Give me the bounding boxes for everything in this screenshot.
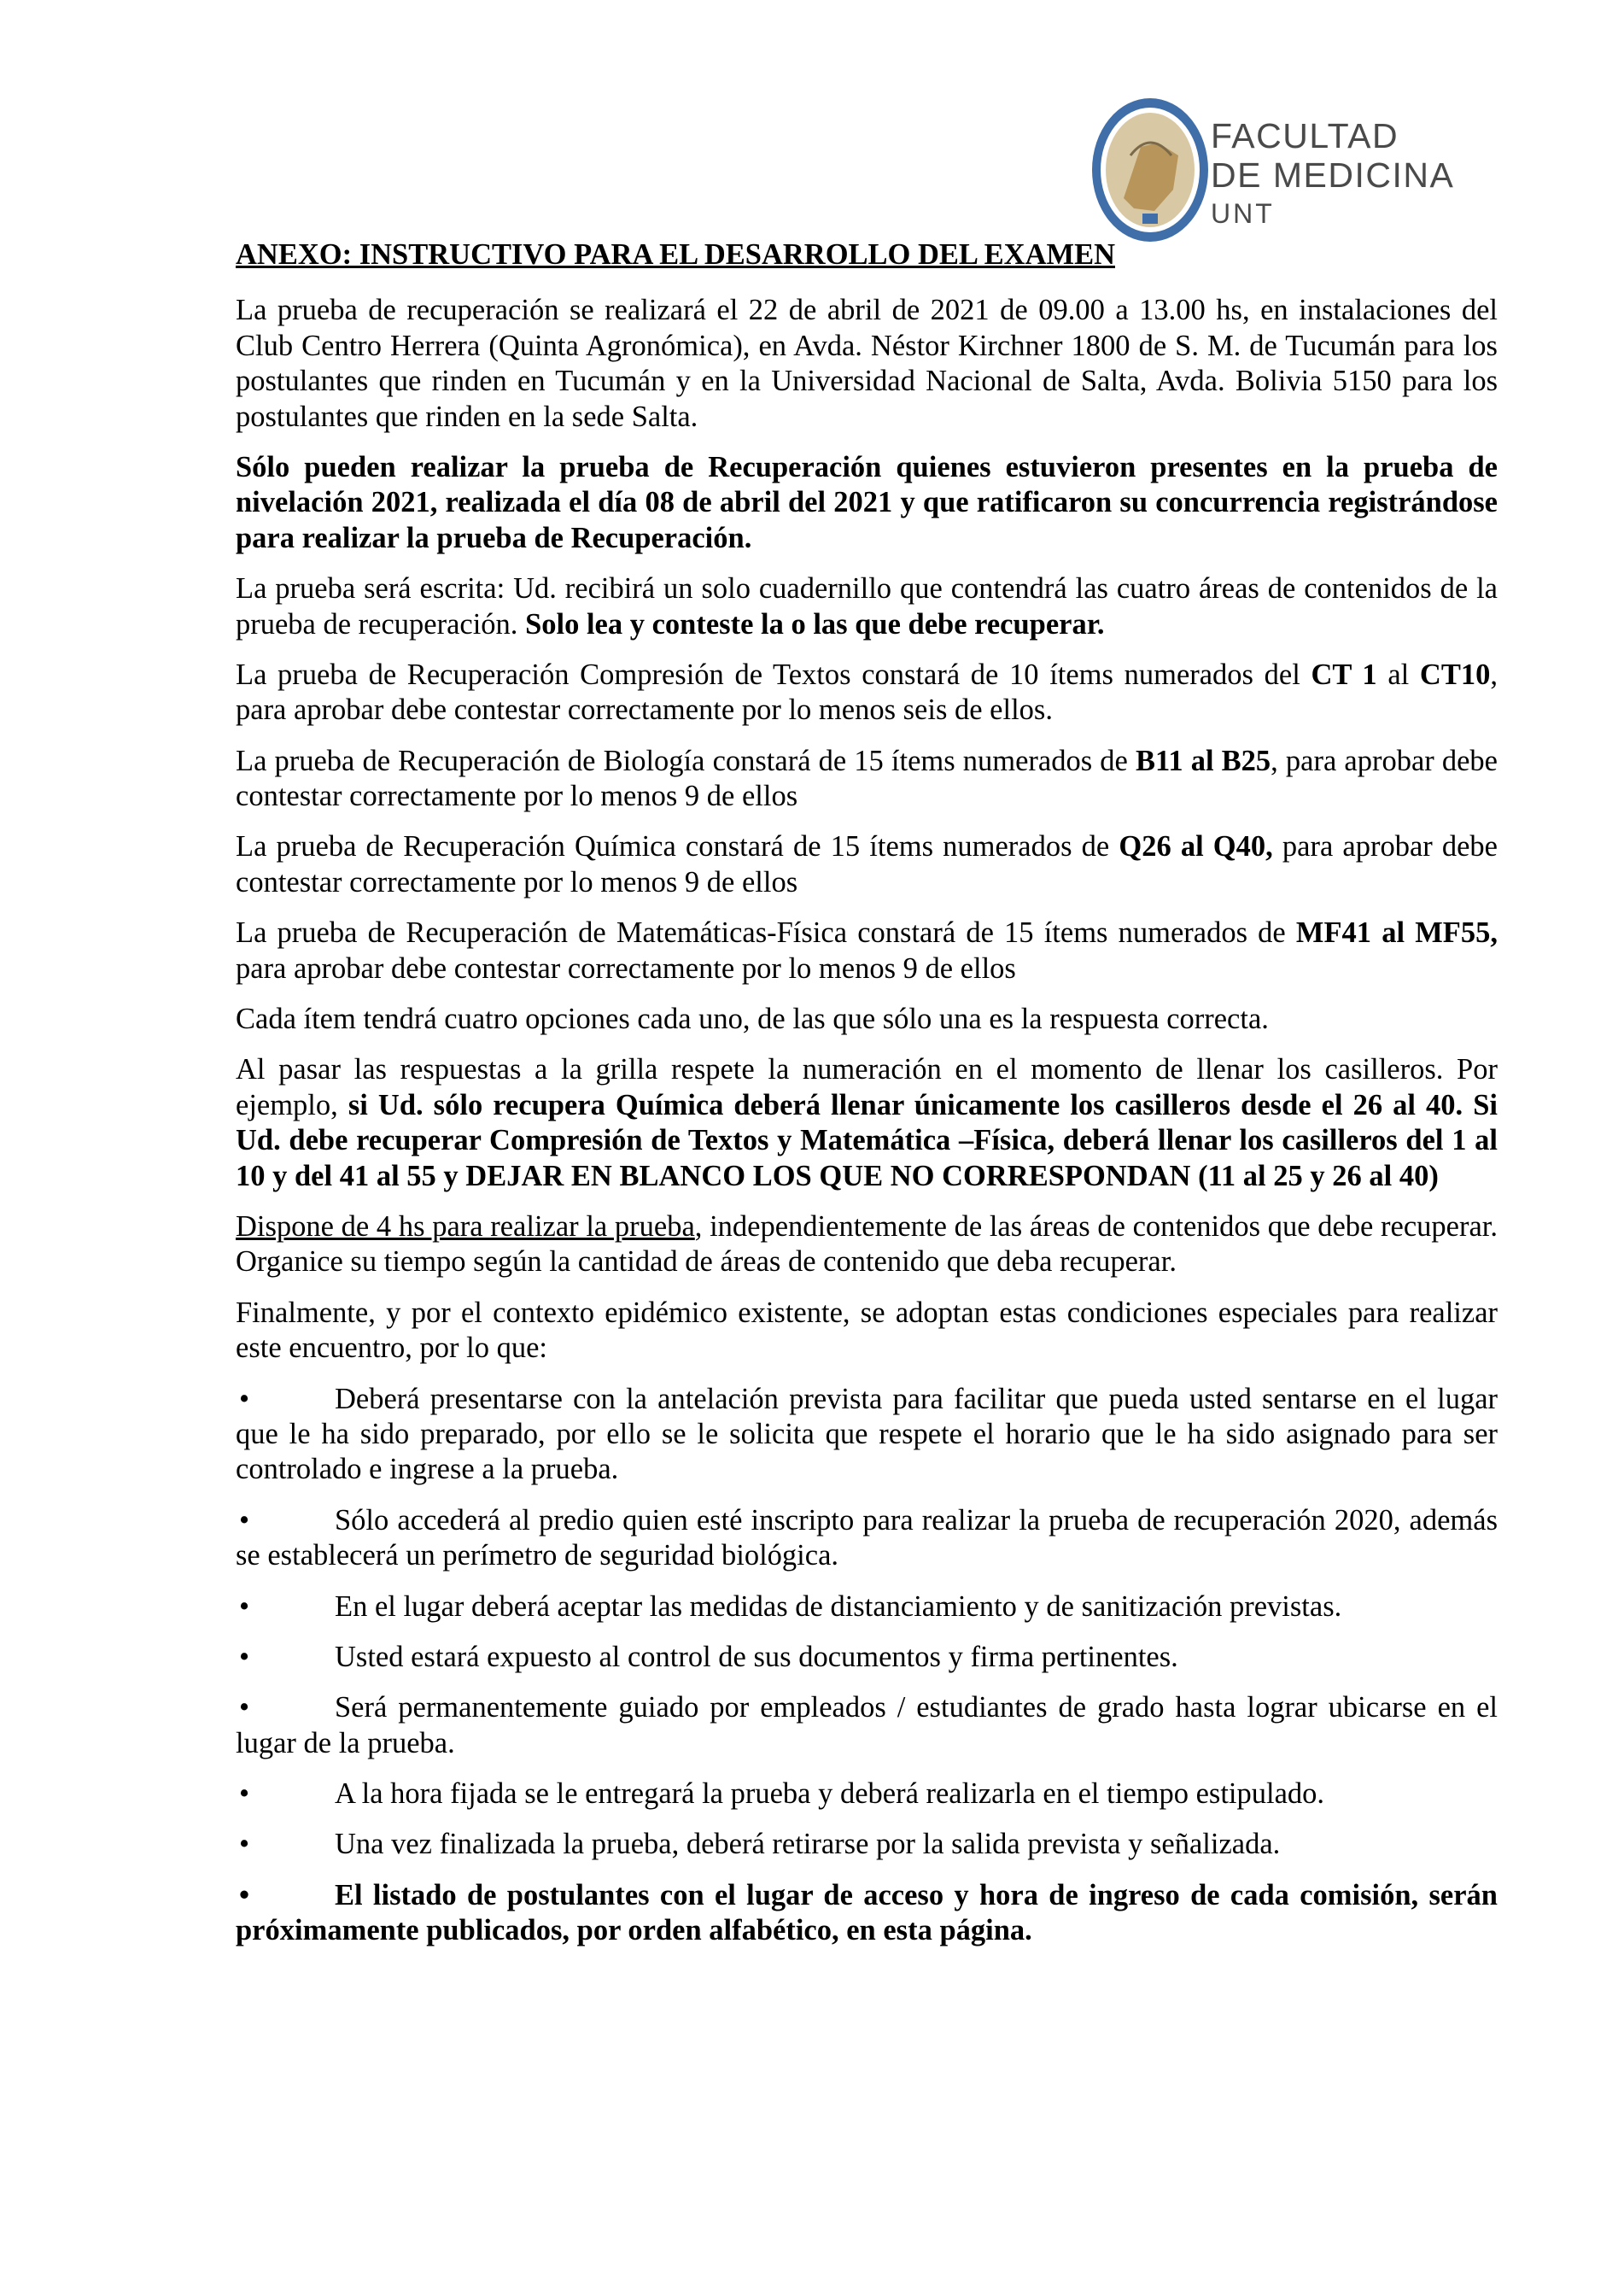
text-run-bold: si Ud. sólo recupera Química deberá llenar únicamente los casilleros desde el 26 al 40. Si Ud. debe recuperar Compresión de Textos y Matemática –Física, deberá llenar los casilleros del 1 al 10 y del 41 al 55 y DEJAR EN BLANCO LOS QUE NO CORRESPONDAN (11 al 25 y 26 al 40)	[236, 1088, 1498, 1192]
text-run: , independientemente de las áreas de contenidos que debe recuperar. Organice su tiempo según la cantidad de áreas de contenido que deba recuperar.	[236, 1209, 1498, 1279]
list-item	[236, 1827, 1498, 1862]
text-run-bold: Solo lea y conteste la o las que debe recuperar.	[525, 607, 1105, 641]
bullet-icon: •	[239, 1878, 250, 1911]
bullet-icon: •	[239, 1777, 250, 1811]
list-item-text: Usted estará expuesto al control de sus documentos y firma pertinentes.	[335, 1640, 1178, 1673]
text-run: , para aprobar debe contestar correctamente por lo menos 9 de ellos	[236, 744, 1498, 813]
paragraph-exam-date-location: La prueba de recuperación se realizará el 22 de abril de 2021 de 09.00 a 13.00 hs, en instalaciones del Club Centro Herrera (Quinta Agronómica), en Avda. Néstor Kirchner 1800 de S. M. de Tucumán para los postulantes que rinden en Tucumán y en la Universidad Nacional de Salta, Avda. Bolivia 5150 para los postulantes que rinden en la sede Salta.	[236, 294, 1498, 433]
logo-line-unt: UNT	[1211, 198, 1275, 229]
paragraph-chemistry-section	[236, 829, 1498, 900]
text-run: La prueba de Recuperación de Matemáticas-Física constará de 15 ítems numerados de	[236, 916, 1296, 950]
text-run-bold: B11 al B25	[1135, 744, 1271, 777]
list-item	[236, 1589, 1498, 1624]
document-body	[236, 237, 1498, 1964]
list-item-text: Deberá presentarse con la antelación prevista para facilitar que pueda usted sentarse en el lugar que le ha sido preparado, por ello se le solicita que respete el horario que le ha sido asignado para ser controlado e ingrese a la prueba.	[236, 1382, 1498, 1486]
bullet-icon: •	[239, 1382, 250, 1415]
paragraph-answer-grid	[236, 1052, 1498, 1194]
logo-line-de-medicina: DE MEDICINA	[1211, 155, 1455, 195]
list-item-text: Será permanentemente guiado por empleados / estudiantes de grado hasta lograr ubicarse en el lugar de la prueba.	[236, 1691, 1498, 1759]
list-item-text: A la hora fijada se le entregará la prueba y deberá realizarla en el tiempo estipulado.	[335, 1777, 1325, 1811]
list-item	[236, 1690, 1498, 1761]
paragraph-options: Cada ítem tendrá cuatro opciones cada uno, de las que sólo una es la respuesta correcta.	[236, 1003, 1269, 1036]
text-run: al	[1376, 658, 1420, 691]
paragraph-special-conditions: Finalmente, y por el contexto epidémico existente, se adoptan estas condiciones especiales para realizar este encuentro, por lo que:	[236, 1296, 1498, 1365]
document-title: ANEXO: INSTRUCTIVO PARA EL DESARROLLO DEL EXAMEN	[236, 238, 1115, 271]
text-run: La prueba de Recuperación Química constará de 15 ítems numerados de	[236, 830, 1119, 863]
list-item-text: Una vez finalizada la prueba, deberá retirarse por la salida prevista y señalizada.	[335, 1828, 1281, 1861]
list-item	[236, 1503, 1498, 1574]
text-run: La prueba de Recuperación de Biología constará de 15 ítems numerados de	[236, 744, 1136, 777]
paragraph-texts-section	[236, 658, 1498, 729]
paragraph-math-physics-section	[236, 916, 1498, 986]
text-run: La prueba de Recuperación Compresión de Textos constará de 10 ítems numerados del	[236, 658, 1311, 691]
list-item	[236, 1640, 1498, 1675]
list-item	[236, 1382, 1498, 1488]
logo-line-facultad: FACULTAD	[1211, 116, 1399, 155]
paragraph-eligibility: Sólo pueden realizar la prueba de Recuperación quienes estuvieron presentes en la prueba de nivelación 2021, realizada el día 08 de abril del 2021 y que ratificaron su concurrencia registrándose para realizar la prueba de Recuperación.	[236, 450, 1498, 554]
bullet-icon: •	[239, 1589, 250, 1623]
faculty-seal-icon	[1089, 96, 1211, 244]
list-item-text: El listado de postulantes con el lugar de acceso y hora de ingreso de cada comisión, serán próximamente publicados, por orden alfabético, en esta página.	[236, 1878, 1498, 1947]
list-item	[236, 1878, 1498, 1949]
list-item	[236, 1777, 1498, 1812]
text-run-bold: CT 1	[1311, 658, 1377, 691]
text-run-bold: MF41 al MF55,	[1295, 916, 1498, 950]
bullet-icon: •	[239, 1828, 250, 1861]
text-run: para aprobar debe contestar correctamente por lo menos 9 de ellos	[236, 830, 1498, 899]
paragraph-biology-section	[236, 744, 1498, 815]
text-run: La prueba será escrita: Ud. recibirá un solo cuadernillo que contendrá las cuatro áreas de contenidos de la prueba de recuperación.	[236, 572, 1498, 641]
text-run: , para aprobar debe contestar correctamente por lo menos seis de ellos.	[236, 658, 1498, 727]
bullet-icon: •	[239, 1691, 250, 1724]
text-run-bold: Q26 al Q40,	[1119, 830, 1273, 863]
list-item-text: En el lugar deberá aceptar las medidas de distanciamiento y de sanitización previstas.	[335, 1589, 1342, 1623]
paragraph-written-exam	[236, 571, 1498, 642]
text-run: Al pasar las respuestas a la grilla respete la numeración en el momento de llenar los casilleros. Por ejemplo,	[236, 1053, 1498, 1121]
bullet-icon: •	[239, 1503, 250, 1537]
list-item-text: Sólo accederá al predio quien esté inscripto para realizar la prueba de recuperación 2020, además se establecerá un perímetro de seguridad biológica.	[236, 1503, 1498, 1572]
text-run-underlined: Dispone de 4 hs para realizar la prueba	[236, 1209, 695, 1243]
faculty-logo	[1089, 96, 1474, 244]
text-run-bold: CT10	[1419, 658, 1491, 691]
paragraph-time-limit	[236, 1209, 1498, 1280]
text-run: para aprobar debe contestar correctamente por lo menos 9 de ellos	[236, 951, 1016, 985]
bullet-icon: •	[239, 1640, 250, 1673]
